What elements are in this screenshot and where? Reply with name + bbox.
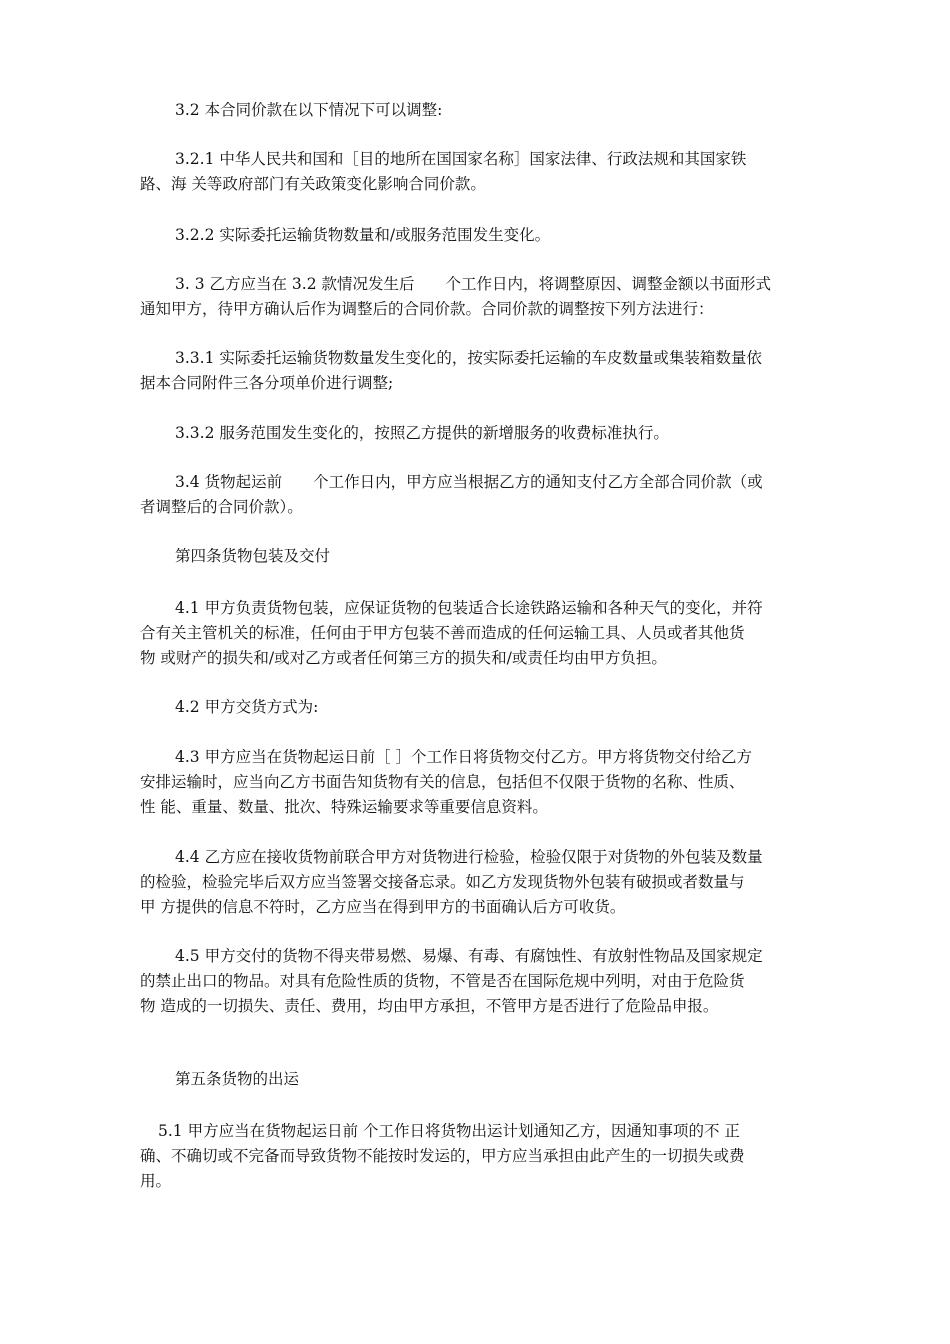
text-line: 5.1 甲方应当在货物起运日前 个工作日将货物出运计划通知乙方，因通知事项的不 正 [158,1122,740,1140]
text-line: 3.2.1 中华人民共和国和［目的地所在国国家名称］国家法律、行政法规和其国家铁 [175,150,747,168]
clause-5-1 [140,1119,825,1194]
text-line: 4.1 甲方负责货物包装，应保证货物的包装适合长途铁路运输和各种天气的变化，并符 [175,599,763,617]
text-line: 4.4 乙方应在接收货物前联合甲方对货物进行检验，检验仅限于对货物的外包装及数量 [175,848,763,866]
article-4-heading [140,544,825,569]
clause-4-5 [140,944,825,1019]
text-line: 的禁止出口的物品。对具有危险性质的货物，不管是否在国际危规中列明，对由于危险货 [140,972,745,990]
text-line: 4.3 甲方应当在货物起运日前［ ］个工作日将货物交付乙方。甲方将货物交付给乙方 [175,748,753,766]
text-line: 确、不确切或不完备而导致货物不能按时发运的，甲方应当承担由此产生的一切损失或费 [140,1147,745,1165]
text-line: 4.5 甲方交付的货物不得夹带易燃、易爆、有毒、有腐蚀性、有放射性物品及国家规定 [175,947,763,965]
text-line: 通知甲方，待甲方确认后作为调整后的合同价款。合同价款的调整按下列方法进行： [140,300,714,318]
text-line: 路、海 关等政府部门有关政策变化影响合同价款。 [140,175,486,193]
text-line: 合有关主管机关的标准，任何由于甲方包装不善而造成的任何运输工具、人员或者其他货 [140,624,745,642]
text-line: 据本合同附件三各分项单价进行调整; [140,374,394,392]
clause-4-1 [140,596,825,671]
clause-3-2 [140,98,825,123]
text-line: 者调整后的合同价款）。 [140,498,303,516]
text-line: 4.2 甲方交货方式为: [175,698,319,716]
clause-3-3-1 [140,346,825,396]
clause-3-3-2 [140,421,825,446]
clause-3-2-2 [140,223,825,248]
text-line: 第四条货物包装及交付 [175,547,331,565]
clause-3-2-1 [140,147,825,197]
text-line: 3.2 本合同价款在以下情况下可以调整: [175,101,443,119]
article-5-heading [140,1067,825,1092]
clause-3-4 [140,470,825,520]
clause-4-3 [140,745,825,820]
text-line: 物 造成的一切损失、责任、费用，均由甲方承担，不管甲方是否进行了危险品申报。 [140,997,719,1015]
text-line: 安排运输时，应当向乙方书面告知货物有关的信息，包括但不仅限于货物的名称、性质、 [140,773,745,791]
clause-3-3 [140,272,825,322]
text-line: 第五条货物的出运 [175,1070,300,1088]
text-line: 的检验，检验完毕后双方应当签署交接备忘录。如乙方发现货物外包装有破损或者数量与 [140,873,745,891]
clause-4-4 [140,845,825,920]
text-line: 3.4 货物起运前 个工作日内，甲方应当根据乙方的通知支付乙方全部合同价款（或 [175,473,763,491]
text-line: 物 或财产的损失和/或对乙方或者任何第三方的损失和/或责任均由甲方负担。 [140,649,667,667]
text-line: 3. 3 乙方应当在 3.2 款情况发生后 个工作日内，将调整原因、调整金额以书面形式 [175,275,772,293]
text-line: 3.2.2 实际委托运输货物数量和/或服务范围发生变化。 [175,226,551,244]
text-line: 3.3.1 实际委托运输货物数量发生变化的，按实际委托运输的车皮数量或集装箱数量依 [175,349,762,367]
text-line: 性 能、重量、数量、批次、特殊运输要求等重要信息资料。 [140,798,548,816]
text-line: 3.3.2 服务范围发生变化的，按照乙方提供的新增服务的收费标准执行。 [175,424,669,442]
clause-4-2 [140,695,825,720]
text-line: 甲 方提供的信息不符时，乙方应当在得到甲方的书面确认后方可收货。 [140,898,626,916]
text-line: 用。 [140,1172,172,1190]
